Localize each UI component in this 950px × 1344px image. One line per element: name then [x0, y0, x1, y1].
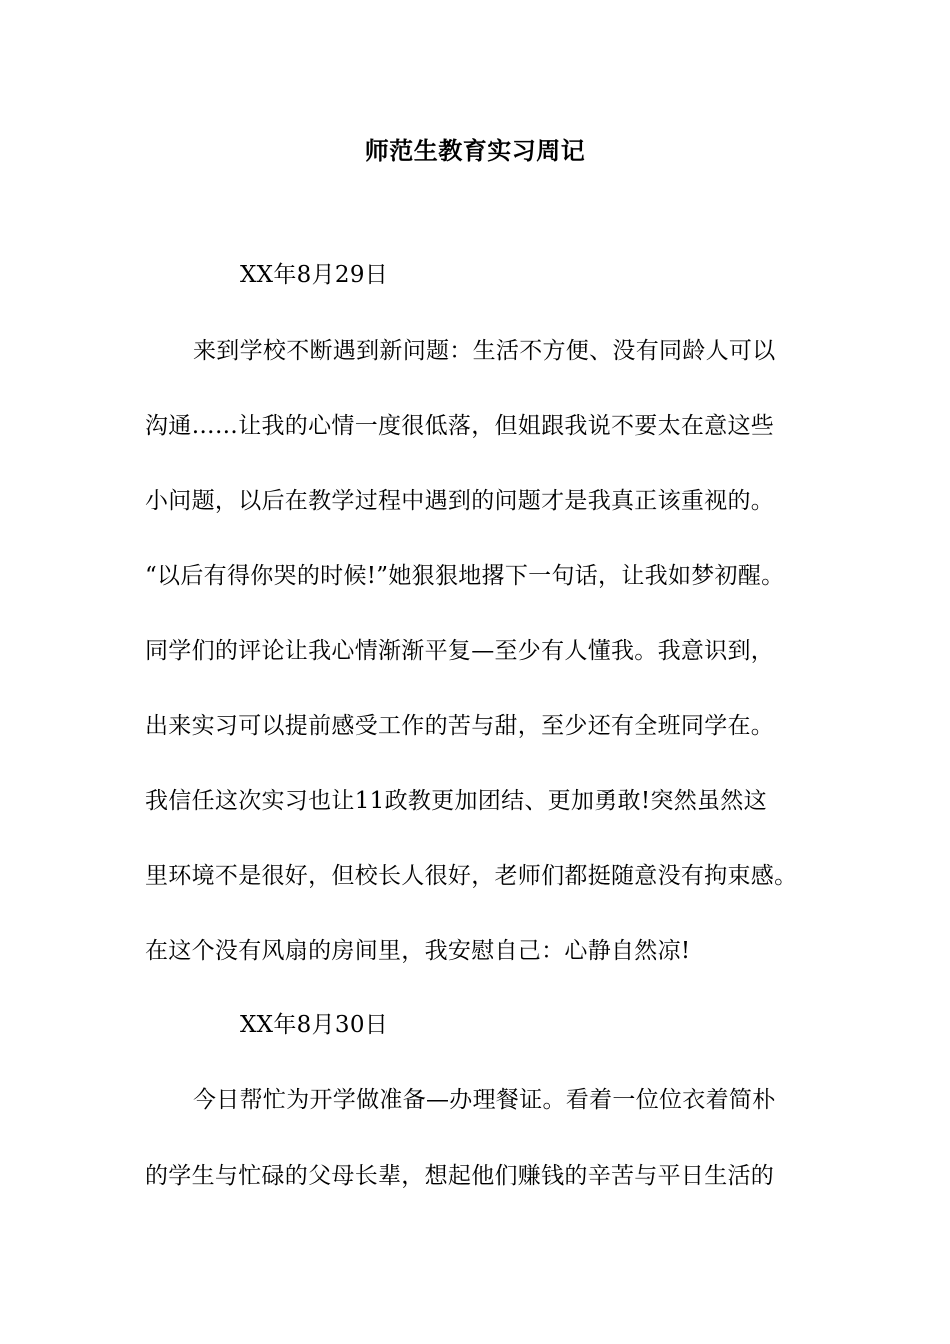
- entry-date: XX年8月30日: [240, 1012, 389, 1038]
- paragraph-line: 我信任这次实习也让11政教更加团结、更加勇敢!突然虽然这: [145, 788, 767, 814]
- paragraph-line: 沟通……让我的心情一度很低落，但姐跟我说不要太在意这些: [145, 413, 775, 439]
- paragraph-line: “以后有得你哭的时候!”她狠狠地撂下一句话，让我如梦初醒。: [145, 563, 785, 589]
- paragraph-line: 里环境不是很好，但校长人很好，老师们都挺随意没有拘束感。: [145, 863, 798, 889]
- paragraph-line: 同学们的评论让我心情渐渐平复—至少有人懂我。我意识到，: [145, 638, 775, 664]
- entry-date: XX年8月29日: [240, 262, 389, 288]
- paragraph-line: 小问题，以后在教学过程中遇到的问题才是我真正该重视的。: [145, 488, 775, 514]
- paragraph-line: 出来实习可以提前感受工作的苦与甜，至少还有全班同学在。: [145, 713, 775, 739]
- paragraph-line: 来到学校不断遇到新问题：生活不方便、没有同龄人可以: [193, 338, 776, 364]
- paragraph-line: 在这个没有风扇的房间里，我安慰自己：心静自然凉!: [145, 938, 691, 964]
- paragraph-line: 今日帮忙为开学做准备—办理餐证。看着一位位衣着简朴: [193, 1087, 776, 1113]
- document-title: 师范生教育实习周记: [364, 136, 586, 165]
- paragraph-line: 的学生与忙碌的父母长辈，想起他们赚钱的辛苦与平日生活的: [145, 1163, 775, 1189]
